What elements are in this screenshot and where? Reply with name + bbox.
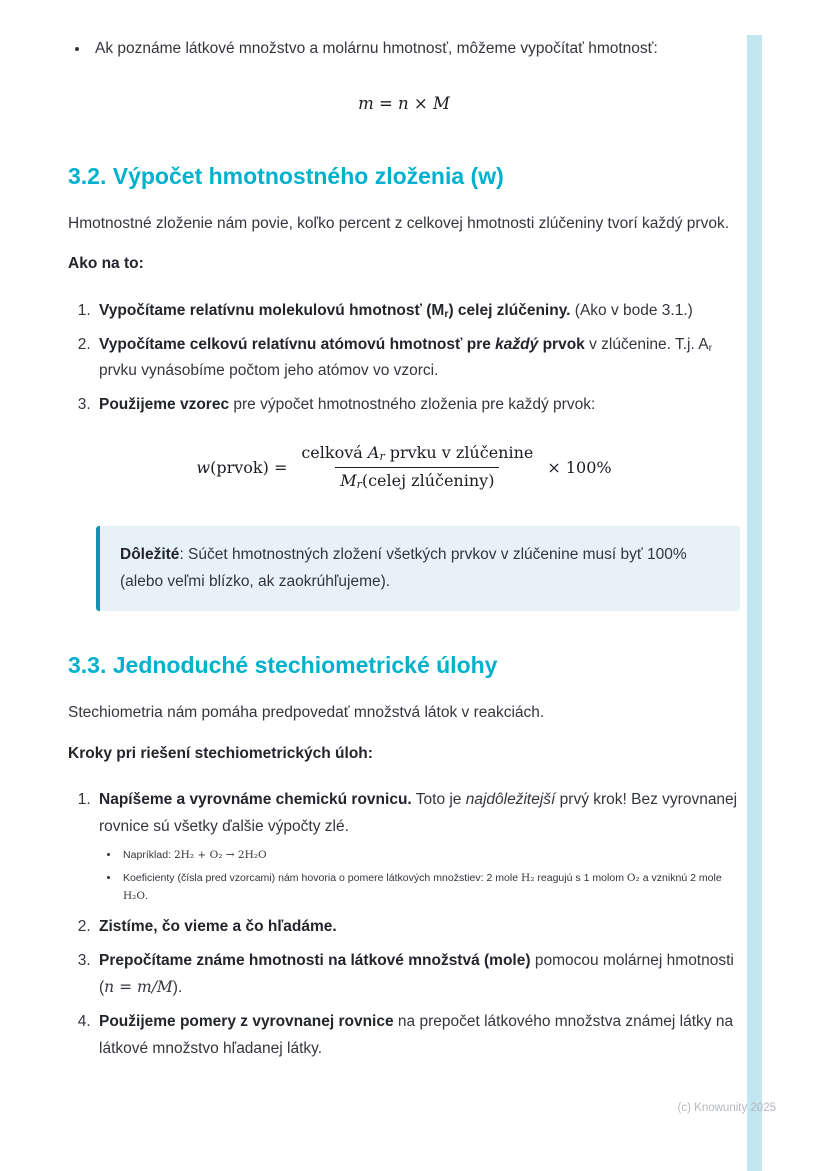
step-text: Vypočítame relatívnu molekulovú hmotnosť (Mr) celej zlúčeniny. (Ako v bode 3.1.) — [99, 302, 693, 320]
section-3-2-title: 3.2. Výpočet hmotnostného zloženia (w) — [68, 163, 504, 190]
section-3-3-title: 3.3. Jednoduché stechiometrické úlohy — [68, 652, 498, 679]
sub-bullet-item: • Napríklad: 2H₂ + O₂ → 2H₂O — [120, 846, 740, 864]
fraction — [296, 443, 538, 492]
step-text: Vypočítame celkovú relatívnu atómovú hmotnosť pre každý prvok v zlúčenine. T.j. Ar prvku vynásobíme počtom jeho atómov vo vzorci. — [99, 335, 713, 380]
sub-bullet-list — [99, 846, 740, 905]
document-page-content — [68, 30, 740, 1069]
how-to-label: Ako na to: — [68, 255, 144, 273]
step-item — [95, 787, 740, 905]
step-item — [95, 1009, 740, 1062]
page-edge-strip — [747, 35, 762, 1171]
section-3-3-intro: Stechiometria nám pomáha predpovedať množstvá látok v reakciách. — [68, 703, 545, 721]
section-3-3-steps — [68, 787, 740, 1062]
important-callout — [96, 526, 740, 611]
formula-mass-equation: m = n × M — [358, 93, 450, 113]
copyright-footer: (c) Knowunity 2025 — [677, 1102, 776, 1115]
formula-lhs: w(prvok) = — [196, 457, 288, 477]
step-item — [95, 298, 740, 325]
step-item — [95, 914, 740, 941]
step-text: Prepočítame známe hmotnosti na látkové množstvá (mole) pomocou molárnej hmotnosti (n = m/M). — [99, 951, 734, 997]
step-item — [95, 392, 740, 419]
bullet-item: • Ak poznáme látkové množstvo a molárnu hmotnosť, môžeme vypočítať hmotnosť: — [90, 36, 740, 63]
fraction-denominator: Mr(celej zlúčeniny) — [335, 467, 499, 492]
steps-label: Kroky pri riešení stechiometrických úloh: — [68, 744, 373, 762]
step-item — [95, 332, 740, 385]
step-text: Zistíme, čo vieme a čo hľadáme. — [99, 917, 337, 935]
callout-text: Dôležité: Súčet hmotnostných zložení všetkých prvkov v zlúčenine musí byť 100% (alebo veľmi blízko, ak zaokrúhľujeme). — [120, 545, 687, 590]
fraction-numerator: celková Ar prvku v zlúčenine — [301, 442, 534, 463]
step-text: Použijeme vzorec pre výpočet hmotnostného zloženia pre každý prvok: — [99, 396, 596, 414]
step-text: Napíšeme a vyrovnáme chemickú rovnicu. Toto je najdôležitejší prvý krok! Bez vyrovnanej rovnice sú všetky ďalšie výpočty zlé. — [99, 791, 738, 835]
sub-bullet-item: • Koeficienty (čísla pred vzorcami) nám hovoria o pomere látkových množstiev: 2 mole H₂ reagujú s 1 molom O₂ a vzniknú 2 mole H₂O. — [120, 869, 740, 905]
section-3-2-steps — [68, 298, 740, 419]
formula-rhs: × 100% — [547, 457, 612, 477]
intro-bullet-list — [68, 36, 740, 63]
step-item — [95, 948, 740, 1002]
step-text: Použijeme pomery z vyrovnanej rovnice na prepočet látkového množstva známej látky na látkové množstvo hľadanej látky. — [99, 1012, 734, 1057]
section-3-2-intro: Hmotnostné zloženie nám povie, koľko percent z celkovej hmotnosti zlúčeniny tvorí každý prvok. — [68, 214, 729, 232]
mass-fraction-formula — [68, 443, 740, 492]
